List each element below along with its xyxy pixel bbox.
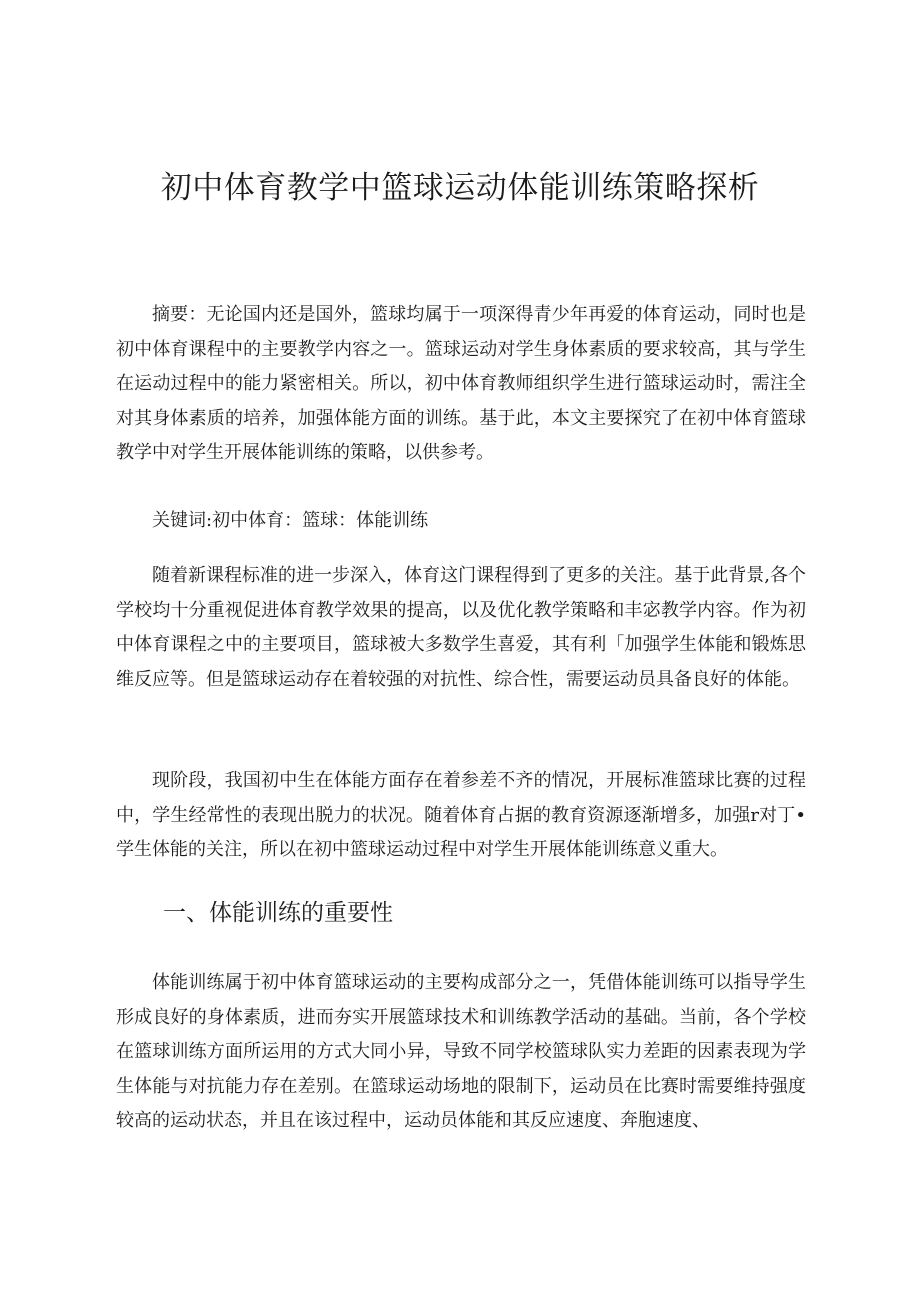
section-heading: 一、体能训练的重要性 xyxy=(163,900,393,926)
body-paragraph-2: 现阶段，我国初中生在体能方面存在着参差不齐的情况，开展标准篮球比赛的过程中，学生经常性的表现出脱力的状况。随着体育占据的教育资源逐渐增多，加强r对丁•学生体能的关注，所以在初中篮球运动过程中对学生开展体能训练意义重大。 xyxy=(116,770,806,860)
keywords-line: 关键词:初中体育：篮球：体能训练 xyxy=(152,510,429,531)
abstract-paragraph: 摘要：无论国内还是国外，篮球均属于一项深得青少年再爱的体育运动，同时也是初中体育课程中的主要教学内容之一。篮球运动对学生身体素质的要求较高，其与学生在运动过程中的能力紧密相关。所以，初中体育教师组织学生进行篮球运动时，需注全对其身体素质的培养，加强体能方面的训练。基于此，本文主要探究了在初中体育篮球教学中对学生开展体能训练的策略，以供参考。 xyxy=(116,304,806,463)
document-title: 初中体育教学中篮球运动体能训练策略探析 xyxy=(160,170,760,206)
body-paragraph-1: 随着新课程标准的进一步深入，体育这门课程得到了更多的关注。基于此背景,各个学校均十分重视促进体育教学效果的提高，以及优化教学策略和丰宓教学内容。作为初中体育课程之中的主要项目，篮球被大多数学生喜爱，其有利「加强学生体能和锻炼思维反应等。但是篮球运动存在着较强的对抗性、综合性，需要运动员具备良好的体能。 xyxy=(116,565,806,690)
body-paragraph-3: 体能训练属于初中体育篮球运动的主要构成部分之一，凭借体能训练可以指导学生形成良好的身体素质，进而夯实开展篮球技术和训练教学活动的基础。当前，各个学校在篮球训练方面所运用的方式大同小异，导致不同学校篮球队实力差距的因素表现为学生体能与对抗能力存在差别。在篮球运动场地的限制下，运动员在比赛时需要维持强度较高的运动状态，并且在该过程中，运动员体能和其反应速度、奔胞速度、 xyxy=(116,972,806,1131)
